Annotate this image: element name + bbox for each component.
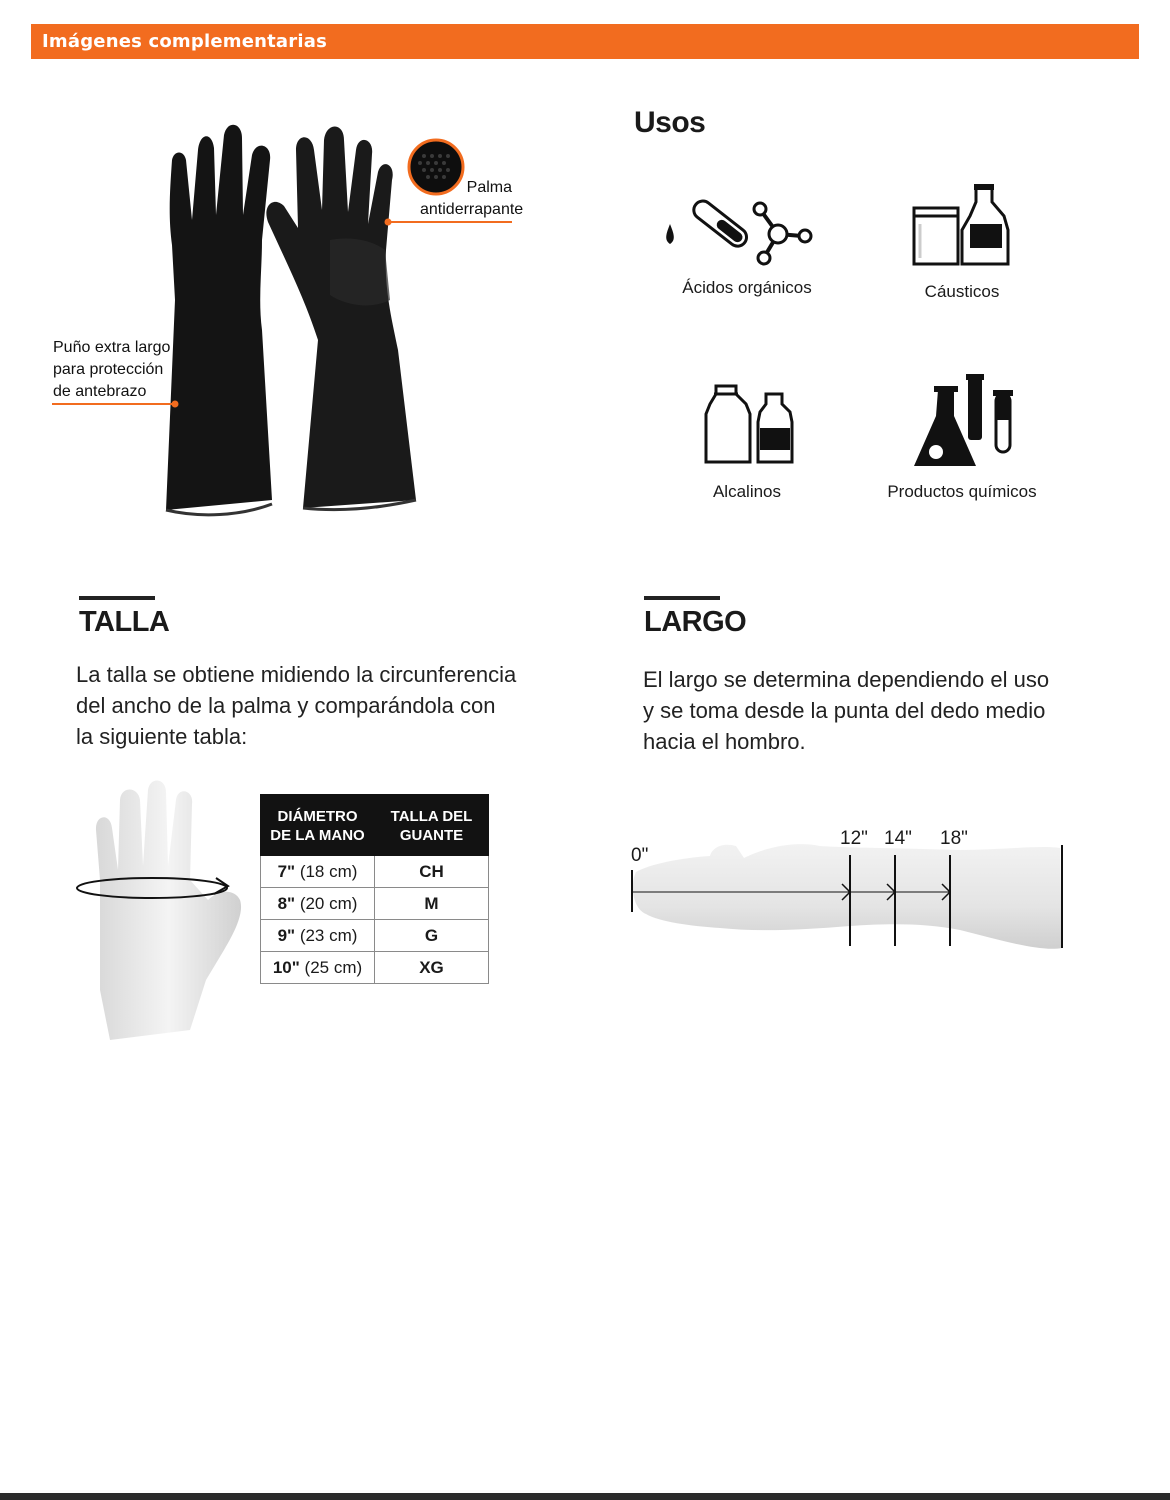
use-label-alcalinos: Alcalinos — [712, 482, 782, 501]
size-table-header-row — [261, 795, 489, 856]
size-table-diameter-cell — [261, 920, 375, 952]
size-table-size-cell: M — [375, 888, 489, 920]
diameter-cm: (25 cm) — [304, 957, 363, 977]
diameter-inches: 10" — [272, 957, 300, 977]
section-header-title: Imágenes complementarias — [42, 31, 327, 52]
diameter-cm: (20 cm) — [299, 893, 358, 913]
table-row — [261, 952, 489, 984]
size-table-header-line: DIÁMETRO — [277, 808, 358, 825]
alkaline-bottles-icon — [702, 380, 796, 466]
chemical-flask-tubes-icon — [910, 372, 1020, 472]
size-table-header-talla — [375, 795, 489, 856]
diameter-cm: (23 cm) — [299, 925, 358, 945]
largo-description-line: El largo se determina dependiendo el uso — [643, 667, 1050, 692]
size-table-size-cell: XG — [375, 952, 489, 984]
use-label-productos-quimicos: Productos químicos — [887, 482, 1037, 501]
palm-callout — [420, 177, 524, 221]
size-table-header-line: GUANTE — [399, 827, 464, 844]
largo-description-line: hacia el hombro. — [643, 729, 806, 754]
talla-description-line: la siguiente tabla: — [76, 724, 248, 749]
size-table-diameter-cell — [261, 888, 375, 920]
largo-title-bar — [644, 596, 720, 600]
footer-bar — [0, 1493, 1170, 1500]
table-row — [261, 888, 489, 920]
ruler-mark-label: 12" — [840, 828, 868, 849]
largo-description — [643, 664, 1123, 757]
size-table-header-line: TALLA DEL — [390, 808, 473, 825]
talla-description-line: La talla se obtiene midiendo la circunferencia — [76, 662, 517, 687]
caustic-bag-bottle-icon — [910, 180, 1014, 268]
diameter-inches: 7" — [277, 861, 296, 881]
use-label-causticos: Cáusticos — [924, 282, 1000, 301]
ruler-zero-label: 0" — [631, 845, 649, 866]
talla-description-line: del ancho de la palma y comparándola con — [76, 693, 496, 718]
diameter-inches: 8" — [277, 893, 296, 913]
talla-description — [76, 659, 556, 752]
size-table-diameter-cell — [261, 952, 375, 984]
palm-callout-line: Palma — [466, 179, 512, 196]
size-table-size-cell: G — [375, 920, 489, 952]
ruler-mark-label: 14" — [884, 828, 912, 849]
talla-title: TALLA — [79, 606, 170, 638]
use-label-acidos: Ácidos orgánicos — [682, 278, 812, 297]
section-header-bar — [31, 24, 1139, 59]
size-table-header-diametro — [261, 795, 375, 856]
size-table-diameter-cell — [261, 856, 375, 888]
largo-description-line: y se toma desde la punta del dedo medio — [643, 698, 1046, 723]
cuff-callout — [53, 337, 193, 403]
size-table — [260, 794, 489, 984]
table-row — [261, 856, 489, 888]
diameter-cm: (18 cm) — [299, 861, 358, 881]
cuff-callout-line: de antebrazo — [53, 383, 147, 400]
acid-test-tube-molecule-icon — [660, 196, 816, 266]
palm-callout-line: antiderrapante — [420, 201, 524, 218]
size-table-size-cell: CH — [375, 856, 489, 888]
hand-measure-illustration — [70, 770, 250, 1050]
ruler-mark-label: 18" — [940, 828, 968, 849]
talla-title-bar — [79, 596, 155, 600]
cuff-callout-line: para protección — [53, 361, 164, 378]
size-table-header-line: DE LA MANO — [270, 827, 365, 844]
diameter-inches: 9" — [277, 925, 296, 945]
table-row — [261, 920, 489, 952]
uses-title: Usos — [634, 106, 706, 139]
cuff-callout-line: Puño extra largo — [53, 339, 171, 356]
largo-title: LARGO — [644, 606, 747, 638]
